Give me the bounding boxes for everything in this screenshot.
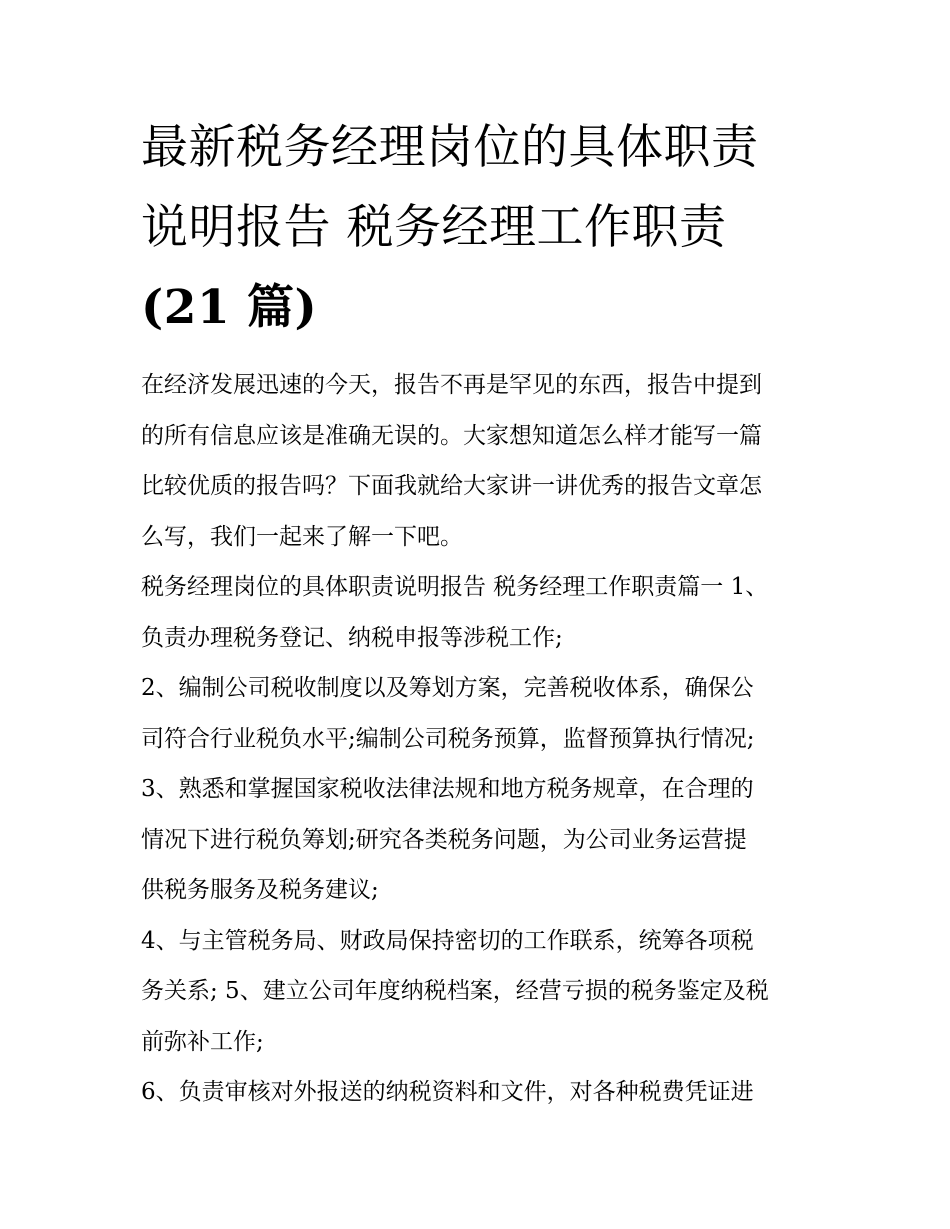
text-line: 司符合行业税负水平;编制公司税务预算，监督预算执行情况; [141, 725, 755, 752]
text-line: 3、熟悉和掌握国家税收法律法规和地方税务规章，在合理的 [141, 776, 754, 802]
title-line: (21 篇) [141, 280, 318, 335]
text-line: 的所有信息应该是准确无误的。大家想知道怎么样才能写一篇 [141, 422, 762, 449]
text-line: 在经济发展迅速的今天，报告不再是罕见的东西，报告中提到 [141, 372, 762, 398]
document-page [141, 108, 817, 1118]
text-line: 前弥补工作; [141, 1028, 264, 1055]
text-line: 负责办理税务登记、纳税申报等涉税工作; [141, 624, 563, 651]
paragraph-item-4 [141, 916, 817, 1068]
paragraph-item-6 [141, 1067, 817, 1118]
document-title [141, 108, 817, 348]
text-line: 供税务服务及税务建议; [141, 877, 379, 903]
document-body [141, 360, 817, 1118]
text-line: 务关系; 5、建立公司年度纳税档案，经营亏损的税务鉴定及税 [141, 978, 769, 1004]
text-line: 6、负责审核对外报送的纳税资料和文件，对各种税费凭证进 [141, 1079, 754, 1105]
title-line: 说明报告 税务经理工作职责 [141, 200, 727, 255]
paragraph-item-3 [141, 764, 817, 916]
text-line: 2、编制公司税收制度以及筹划方案，完善税收体系，确保公 [141, 675, 754, 701]
title-line: 最新税务经理岗位的具体职责 [141, 120, 759, 175]
text-line: 比较优质的报告吗？下面我就给大家讲一讲优秀的报告文章怎 [141, 473, 762, 499]
paragraph-item-2 [141, 663, 817, 764]
text-line: 税务经理岗位的具体职责说明报告 税务经理工作职责篇一 1、 [141, 574, 769, 600]
text-line: 么写，我们一起来了解一下吧。 [141, 523, 463, 550]
text-line: 情况下进行税负筹划;研究各类税务问题，为公司业务运营提 [141, 826, 747, 853]
paragraph-intro [141, 360, 817, 562]
text-line: 4、与主管税务局、财政局保持密切的工作联系，统筹各项税 [141, 927, 754, 954]
paragraph-section-heading [141, 562, 817, 663]
